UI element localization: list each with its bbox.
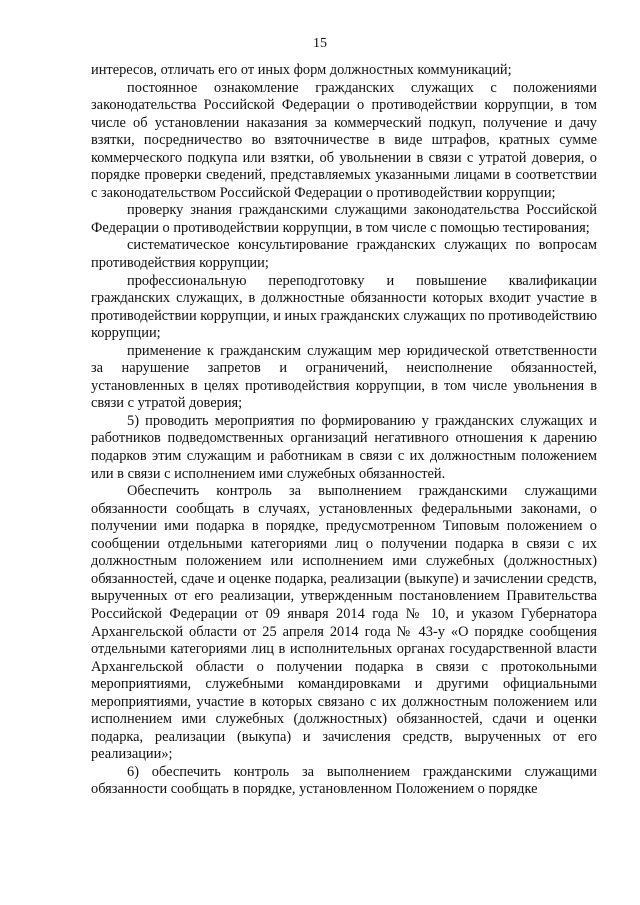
paragraph-continuation: интересов, отличать его от иных форм должностных коммуникаций; [91,62,512,78]
paragraph-item-6: 6) обеспечить контроль за выполнением гражданскими служащими обязанности сообщать в порядке, установленном Положением о порядке [91,763,597,798]
paragraph-consulting: систематическое консультирование гражданских служащих по вопросам противодействия коррупции; [91,237,597,272]
paragraph-item-5: 5) проводить мероприятия по формированию у гражданских служащих и работников подведомственных организаций негативного отношения к дарению подарков этим служащим и работникам в связи с их должностным положением или в связи с исполнением ими служебных обязанностей. [91,412,597,482]
document-body [91,62,597,799]
paragraph-retraining: профессиональную переподготовку и повышение квалификации гражданских служащих, в должностные обязанности которых входит участие в противодействии коррупции, и иных гражданских служащих по противодействию коррупции; [91,272,597,342]
paragraph-legislation-familiarization: постоянное ознакомление гражданских служащих с положениями законодательства Российской Федерации о противодействии коррупции, в том числе об установлении наказания за коммерческий подкуп, получение и дачу взятки, посредничество во взяточничестве в виде штрафов, кратных сумме коммерческого подкупа или взятки, об увольнении в связи с утратой доверия, о порядке проверки сведений, представляемых указанными лицами в соответствии с законодательством Российской Федерации о противодействии коррупции; [91,79,597,201]
page-number: 15 [313,36,327,51]
paragraph-gift-control: Обеспечить контроль за выполнением гражданскими служащими обязанности сообщать в случаях, установленных федеральными законами, о получении ими подарка в порядке, предусмотренном Типовым положением о сообщении отдельными категориями лиц о получении подарка в связи с их должностным положением или исполнением ими служебных (должностных) обязанностей, сдаче и оценке подарка, реализации (выкупе) и зачислении средств, вырученных от его реализации, утвержденным постановлением Правительства Российской Федерации от 09 января 2014 года № 10, и указом Губернатора Архангельской области от 25 апреля 2014 года № 43-у «О порядке сообщения отдельными категориями лиц в исполнительных органах государственной власти Архангельской области о получении подарка в связи с протокольными мероприятиями, служебными командировками и другими официальными мероприятиями, участие в которых связано с их должностным положением или исполнением ими служебных (должностных) обязанностей, сдачи и оценки подарка, реализации (выкупа) и зачисления средств, вырученных от его реализации»; [91,483,597,763]
paragraph-liability: применение к гражданским служащим мер юридической ответственности за нарушение запретов и ограничений, неисполнение обязанностей, установленных в целях противодействия коррупции, в том числе увольнения в связи с утратой доверия; [91,342,597,412]
paragraph-knowledge-testing: проверку знания гражданскими служащими законодательства Российской Федерации о противодействии коррупции, в том числе с помощью тестирования; [91,202,597,236]
